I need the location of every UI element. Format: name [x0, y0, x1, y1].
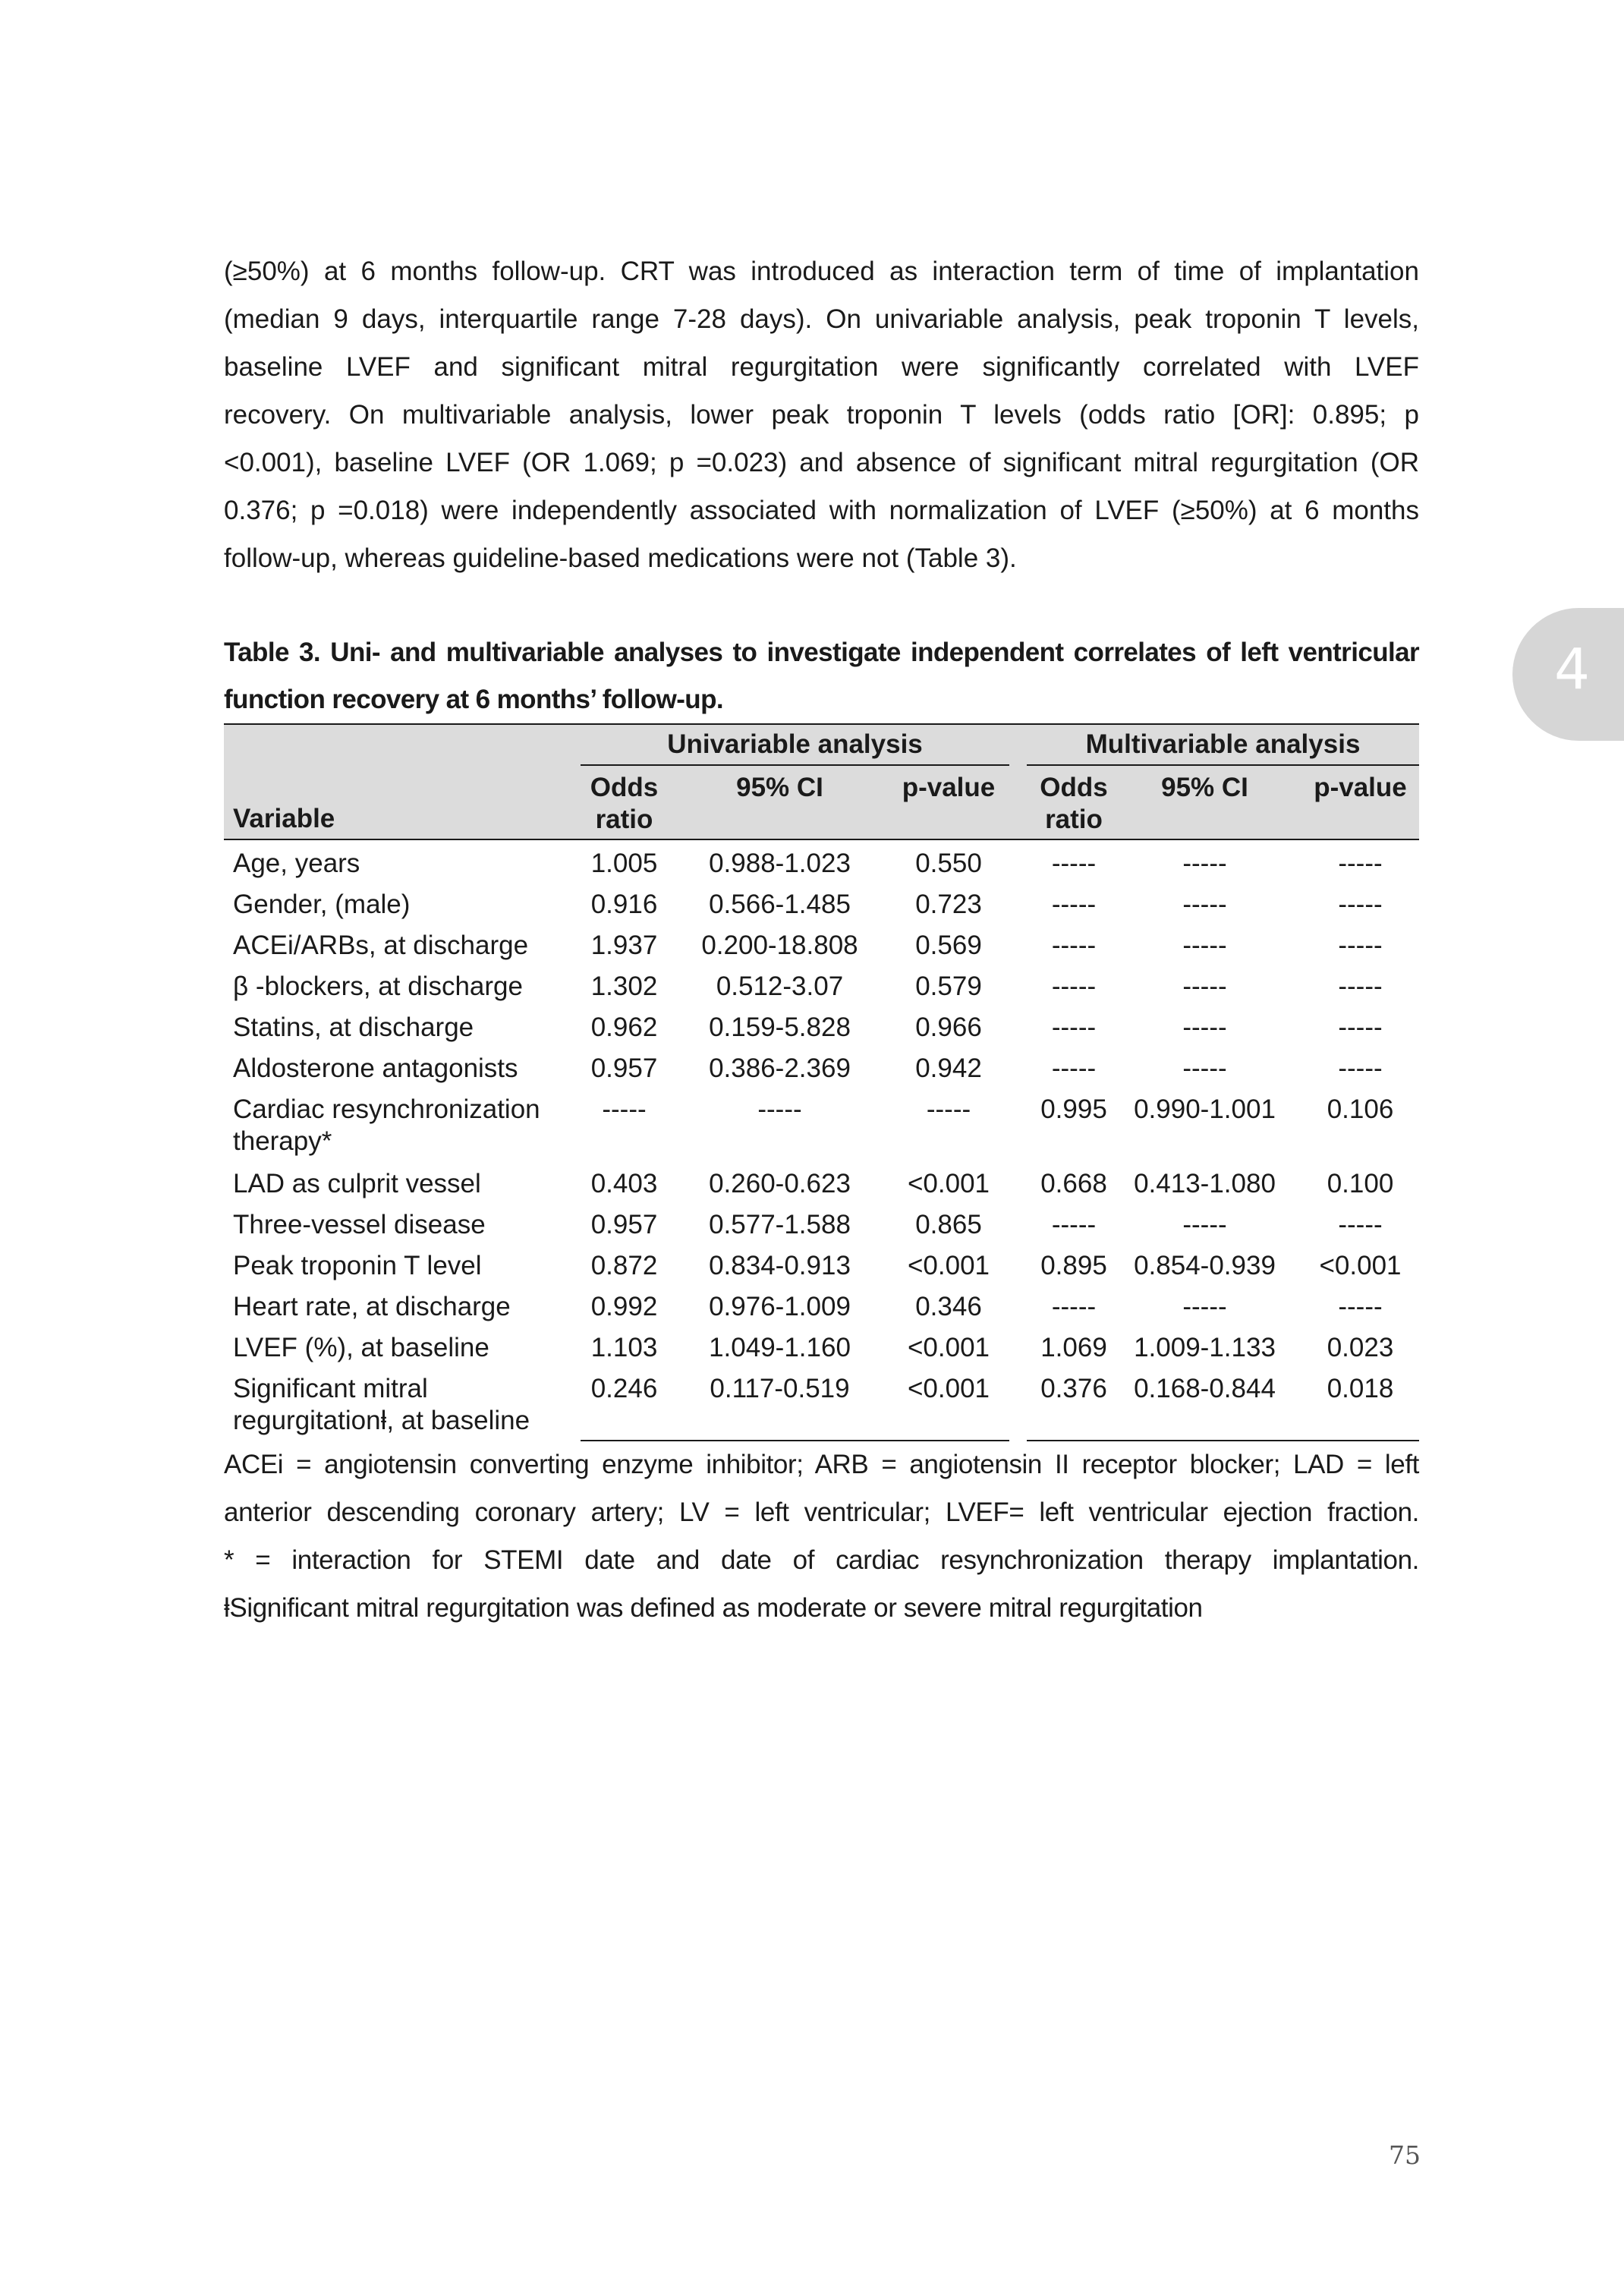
cell-u-p: <0.001	[907, 1251, 990, 1280]
cell-u-ci: 1.049-1.160	[709, 1333, 851, 1362]
cell-variable: β -blockers, at discharge	[233, 972, 523, 1001]
cell-u-ci: 0.260-0.623	[709, 1169, 851, 1198]
cell-variable: Gender, (male)	[233, 890, 411, 919]
table-row	[224, 1161, 1419, 1201]
header-ratio-line: ratio	[1045, 805, 1103, 834]
header-odds-line: Odds	[1040, 773, 1108, 802]
cell-m-or: -----	[1051, 1053, 1097, 1083]
cell-m-or: -----	[1051, 890, 1097, 919]
cell-u-ci: 0.834-0.913	[709, 1251, 851, 1280]
cell-m-or: -----	[1051, 849, 1097, 878]
cell-u-p: <0.001	[907, 1333, 990, 1362]
cell-u-ci: 0.976-1.009	[709, 1292, 851, 1321]
cell-m-or: -----	[1051, 1013, 1097, 1042]
cell-u-ci: 0.200-18.808	[701, 931, 858, 960]
cell-m-p: -----	[1338, 931, 1383, 960]
body-line: recovery. On multivariable analysis, lower peak troponin T levels (odds ratio [OR]: 0.895; p	[224, 400, 1419, 430]
table-row	[224, 1365, 1419, 1440]
header-95ci: 95% CI	[736, 773, 823, 802]
table-body	[224, 840, 1419, 1440]
header-variable: Variable	[233, 804, 335, 833]
footnote-line: ACEi = angiotensin converting enzyme inhibitor; ARB = angiotensin II receptor blocker; LAD = left	[224, 1450, 1419, 1479]
cell-variable: Three-vessel disease	[233, 1210, 486, 1239]
header-odds-line: Odds	[590, 773, 659, 802]
footnote-line: * = interaction for STEMI date and date of cardiac resynchronization therapy implantation.	[224, 1545, 1419, 1575]
table-row	[224, 1004, 1419, 1045]
footnote-line: anterior descending coronary artery; LV = left ventricular; LVEF= left ventricular ejection fraction.	[224, 1498, 1419, 1527]
cell-m-ci: -----	[1182, 1292, 1227, 1321]
cell-u-p: 0.346	[915, 1292, 982, 1321]
table-row	[224, 1324, 1419, 1365]
cell-u-or: 0.872	[590, 1251, 658, 1280]
body-line: <0.001), baseline LVEF (OR 1.069; p =0.023) and absence of significant mitral regurgitation (OR	[224, 448, 1419, 477]
cell-u-ci: 0.512-3.07	[716, 972, 844, 1001]
cell-variable: Aldosterone antagonists	[233, 1053, 518, 1083]
cell-u-or: 1.937	[590, 931, 658, 960]
cell-u-ci: 0.386-2.369	[709, 1053, 851, 1083]
cell-m-ci: -----	[1182, 931, 1227, 960]
body-line: follow-up, whereas guideline-based medications were not (Table 3).	[224, 543, 1017, 573]
cell-m-or: 1.069	[1040, 1333, 1107, 1362]
cell-m-or: -----	[1051, 931, 1097, 960]
cell-variable: Cardiac resynchronization therapy*	[233, 1094, 540, 1156]
cell-m-p: -----	[1338, 849, 1383, 878]
cell-u-or: 0.962	[590, 1013, 658, 1042]
cell-m-or: 0.668	[1040, 1169, 1107, 1198]
table-row	[224, 881, 1419, 922]
cell-variable: Statins, at discharge	[233, 1013, 474, 1042]
cell-variable: Age, years	[233, 849, 360, 878]
cell-m-ci: -----	[1182, 972, 1227, 1001]
caption-line: Table 3. Uni- and multivariable analyses to investigate independent correlates of left ventricular	[224, 638, 1419, 667]
body-line: 0.376; p =0.018) were independently associated with normalization of LVEF (≥50%) at 6 months	[224, 496, 1419, 525]
cell-variable: ACEi/ARBs, at discharge	[233, 931, 529, 960]
header-p-value: p-value	[902, 773, 996, 802]
cell-m-p: <0.001	[1319, 1251, 1402, 1280]
cell-m-p: -----	[1338, 1053, 1383, 1083]
footnote-line: ⱡSignificant mitral regurgitation was defined as moderate or severe mitral regurgitation	[224, 1593, 1203, 1623]
table-row	[224, 963, 1419, 1004]
cell-variable: LAD as culprit vessel	[233, 1169, 481, 1198]
cell-m-or: 0.895	[1040, 1251, 1107, 1280]
table-row	[224, 1045, 1419, 1086]
header-odds-ratio	[1028, 772, 1119, 836]
cell-u-p: 0.723	[915, 890, 982, 919]
table-caption	[224, 629, 1419, 723]
cell-variable: LVEF (%), at baseline	[233, 1333, 489, 1362]
cell-u-p: <0.001	[907, 1374, 990, 1403]
cell-m-or: -----	[1051, 1292, 1097, 1321]
cell-m-p: -----	[1338, 972, 1383, 1001]
cell-u-or: 0.916	[590, 890, 658, 919]
cell-m-ci: -----	[1182, 849, 1227, 878]
cell-m-ci: 0.168-0.844	[1134, 1374, 1276, 1403]
header-95ci: 95% CI	[1161, 773, 1248, 802]
group-univariable-heading: Univariable analysis	[667, 729, 923, 759]
cell-m-ci: 0.854-0.939	[1134, 1251, 1276, 1280]
cell-variable: Significant mitral regurgitationⱡ, at baseline	[233, 1374, 530, 1435]
cell-u-or: 0.992	[590, 1292, 658, 1321]
table-row	[224, 1283, 1419, 1324]
cell-u-p: 0.966	[915, 1013, 982, 1042]
caption-line: function recovery at 6 months’ follow-up.	[224, 685, 723, 714]
cell-u-or: -----	[602, 1094, 647, 1124]
cell-u-ci: 0.566-1.485	[709, 890, 851, 919]
cell-m-or: -----	[1051, 1210, 1097, 1239]
table-row	[224, 1242, 1419, 1283]
cell-u-or: 1.302	[590, 972, 658, 1001]
chapter-tab	[1512, 608, 1624, 741]
table-row	[224, 1201, 1419, 1242]
cell-m-ci: -----	[1182, 1013, 1227, 1042]
body-line: baseline LVEF and significant mitral regurgitation were significantly correlated with LVEF	[224, 352, 1419, 382]
cell-m-ci: -----	[1182, 1210, 1227, 1239]
cell-u-ci: -----	[757, 1094, 802, 1124]
cell-m-ci: 0.413-1.080	[1134, 1169, 1276, 1198]
cell-u-ci: 0.988-1.023	[709, 849, 851, 878]
cell-u-p: 0.579	[915, 972, 982, 1001]
cell-m-p: 0.023	[1327, 1333, 1394, 1362]
cell-u-or: 1.005	[590, 849, 658, 878]
cell-u-p: 0.942	[915, 1053, 982, 1083]
cell-m-ci: 1.009-1.133	[1134, 1333, 1276, 1362]
cell-u-ci: 0.577-1.588	[709, 1210, 851, 1239]
cell-u-p: 0.569	[915, 931, 982, 960]
cell-u-or: 1.103	[590, 1333, 658, 1362]
results-table	[224, 723, 1419, 1441]
cell-m-p: 0.100	[1327, 1169, 1394, 1198]
body-line: (median 9 days, interquartile range 7-28 days). On univariable analysis, peak troponin T levels,	[224, 304, 1419, 334]
cell-m-p: -----	[1338, 890, 1383, 919]
group-underline	[1027, 764, 1419, 766]
cell-u-or: 0.957	[590, 1210, 658, 1239]
chapter-number: 4	[1554, 637, 1591, 702]
cell-m-ci: 0.990-1.001	[1134, 1094, 1276, 1124]
table-row	[224, 922, 1419, 963]
cell-u-p: <0.001	[907, 1169, 990, 1198]
body-paragraph	[224, 247, 1419, 582]
cell-m-or: 0.995	[1040, 1094, 1107, 1124]
cell-m-p: -----	[1338, 1013, 1383, 1042]
table-header	[224, 723, 1419, 840]
cell-m-p: -----	[1338, 1210, 1383, 1239]
cell-variable: Peak troponin T level	[233, 1251, 482, 1280]
cell-u-p: 0.550	[915, 849, 982, 878]
cell-u-ci: 0.159-5.828	[709, 1013, 851, 1042]
cell-m-or: -----	[1051, 972, 1097, 1001]
cell-u-or: 0.403	[590, 1169, 658, 1198]
group-multivariable-heading: Multivariable analysis	[1085, 729, 1361, 759]
cell-u-p: 0.865	[915, 1210, 982, 1239]
cell-variable: Heart rate, at discharge	[233, 1292, 511, 1321]
header-ratio-line: ratio	[595, 805, 653, 834]
header-odds-ratio	[581, 772, 668, 836]
header-p-value: p-value	[1314, 773, 1407, 802]
table-row	[224, 840, 1419, 881]
cell-m-p: 0.106	[1327, 1094, 1394, 1124]
cell-u-or: 0.246	[590, 1374, 658, 1403]
body-line: (≥50%) at 6 months follow-up. CRT was introduced as interaction term of time of implantation	[224, 257, 1419, 286]
cell-m-ci: -----	[1182, 890, 1227, 919]
table-row	[224, 1086, 1419, 1161]
cell-u-p: -----	[926, 1094, 971, 1124]
cell-m-or: 0.376	[1040, 1374, 1107, 1403]
cell-m-p: 0.018	[1327, 1374, 1394, 1403]
page-number: 75	[1389, 2140, 1421, 2170]
group-underline	[581, 764, 1009, 766]
cell-m-ci: -----	[1182, 1053, 1227, 1083]
cell-u-ci: 0.117-0.519	[710, 1374, 850, 1403]
cell-u-or: 0.957	[590, 1053, 658, 1083]
table-footnote	[224, 1441, 1419, 1632]
cell-m-p: -----	[1338, 1292, 1383, 1321]
